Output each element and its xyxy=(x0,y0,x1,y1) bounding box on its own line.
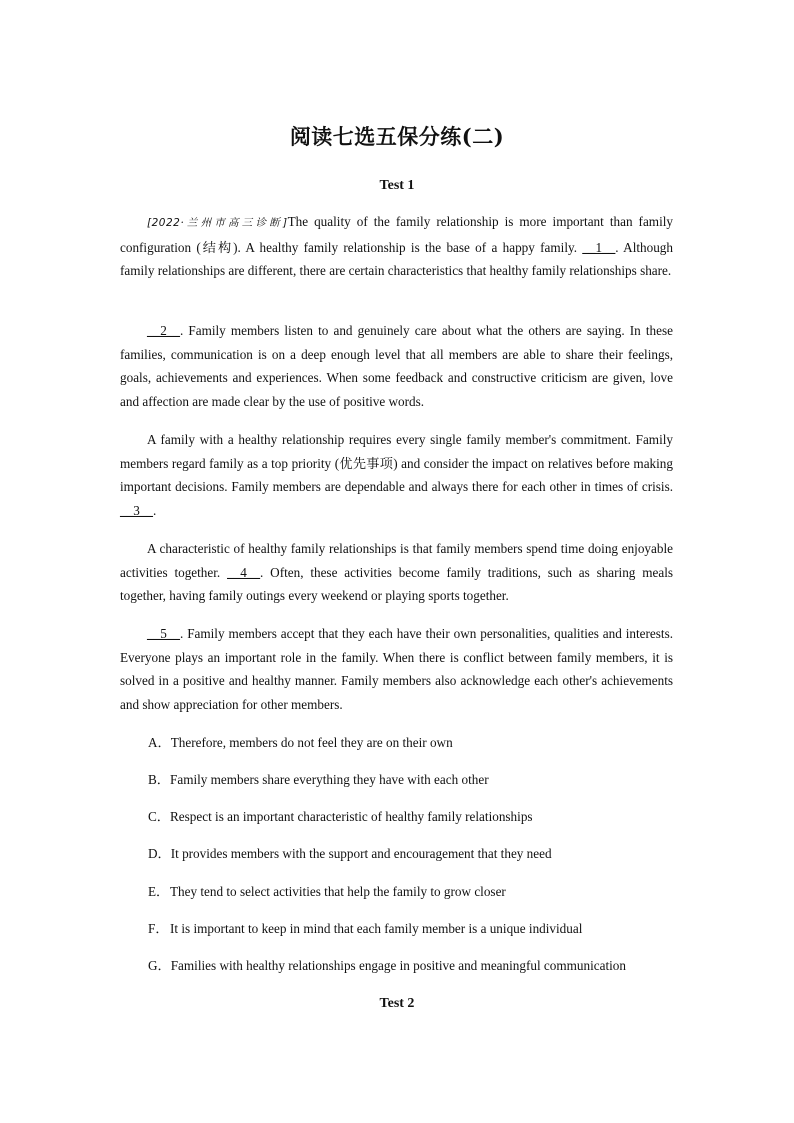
option-letter: B． xyxy=(148,772,170,787)
option-b xyxy=(148,770,688,790)
paragraph-5-text: . Family members accept that they each have their own personalities, qualities and interests. Everyone plays an important role in the family. When there is conflict between family members, it is solved in a positive and healthy manner. Family members also acknowledge each other's achievements and show appreciation for other members. xyxy=(120,626,673,712)
blank-4: __4__ xyxy=(227,564,261,580)
option-a xyxy=(148,733,688,753)
test2-heading: Test 2 xyxy=(379,996,415,1011)
paragraph-3-end: . xyxy=(152,502,157,518)
paragraph-1-text-b: . Although family relationships are different, there are certain characteristics that healthy family relationships share. xyxy=(120,239,673,279)
paragraph-3 xyxy=(120,428,673,522)
paragraph-1-text-a: The quality of the family relationship is more important than family configuration (结构). A healthy family relationship is the base of a happy family. xyxy=(120,214,673,255)
option-text: It provides members with the support and encouragement that they need xyxy=(170,846,552,861)
option-c xyxy=(148,807,688,827)
option-text: Therefore, members do not feel they are on their own xyxy=(170,735,453,750)
option-letter: A． xyxy=(148,735,171,750)
option-letter: G． xyxy=(148,958,171,973)
option-text: They tend to select activities that help the family to grow closer xyxy=(170,884,506,899)
option-text: It is important to keep in mind that each family member is a unique individual xyxy=(170,921,583,936)
paragraph-3-text: A family with a healthy relationship requires every single family member's commitment. Family members regard family as a top priority (优先事项) and consider the impact on relatives before making important decisions. Family members are dependable and always there for each other in times of crisis. xyxy=(120,432,673,495)
option-f xyxy=(148,919,688,939)
test1-heading: Test 1 xyxy=(379,178,415,193)
paragraph-4 xyxy=(120,537,673,608)
paragraph-2 xyxy=(120,319,673,413)
paragraph-4-text-b: . Often, these activities become family traditions, such as sharing meals together, having family outings every weekend or playing sports together. xyxy=(120,564,673,604)
option-letter: C． xyxy=(148,809,170,824)
option-e xyxy=(148,882,688,902)
blank-2: __2__ xyxy=(147,323,180,338)
blank-1: __1__ xyxy=(582,239,616,255)
blank-3: __3__ xyxy=(120,502,153,518)
option-text: Family members share everything they have with each other xyxy=(170,772,489,787)
option-text: Families with healthy relationships engage in positive and meaningful communication xyxy=(170,958,626,973)
paragraph-5 xyxy=(120,622,673,716)
option-letter: D． xyxy=(148,846,171,861)
page-title: 阅读七选五保分练(二) xyxy=(289,124,505,149)
paragraph-2-text: . Family members listen to and genuinely care about what the others are saying. In these families, communication is on a deep enough level that all members are able to share their feelings, goals, achievements and experiences. When some feedback and constructive criticism are given, love and affection are made clear by the use of positive words. xyxy=(120,323,673,409)
option-g xyxy=(148,956,688,976)
source-tag: [2022·兰州市高三诊断] xyxy=(147,217,288,229)
option-d xyxy=(148,844,688,864)
paragraph-1 xyxy=(120,210,673,283)
option-text: Respect is an important characteristic of healthy family relationships xyxy=(170,809,533,824)
option-letter: E． xyxy=(148,884,170,899)
paragraph-4-text-a: A characteristic of healthy family relationships is that family members spend time doing enjoyable activities together. xyxy=(120,541,673,580)
option-letter: F． xyxy=(148,921,169,936)
blank-5: __5__ xyxy=(147,626,180,641)
